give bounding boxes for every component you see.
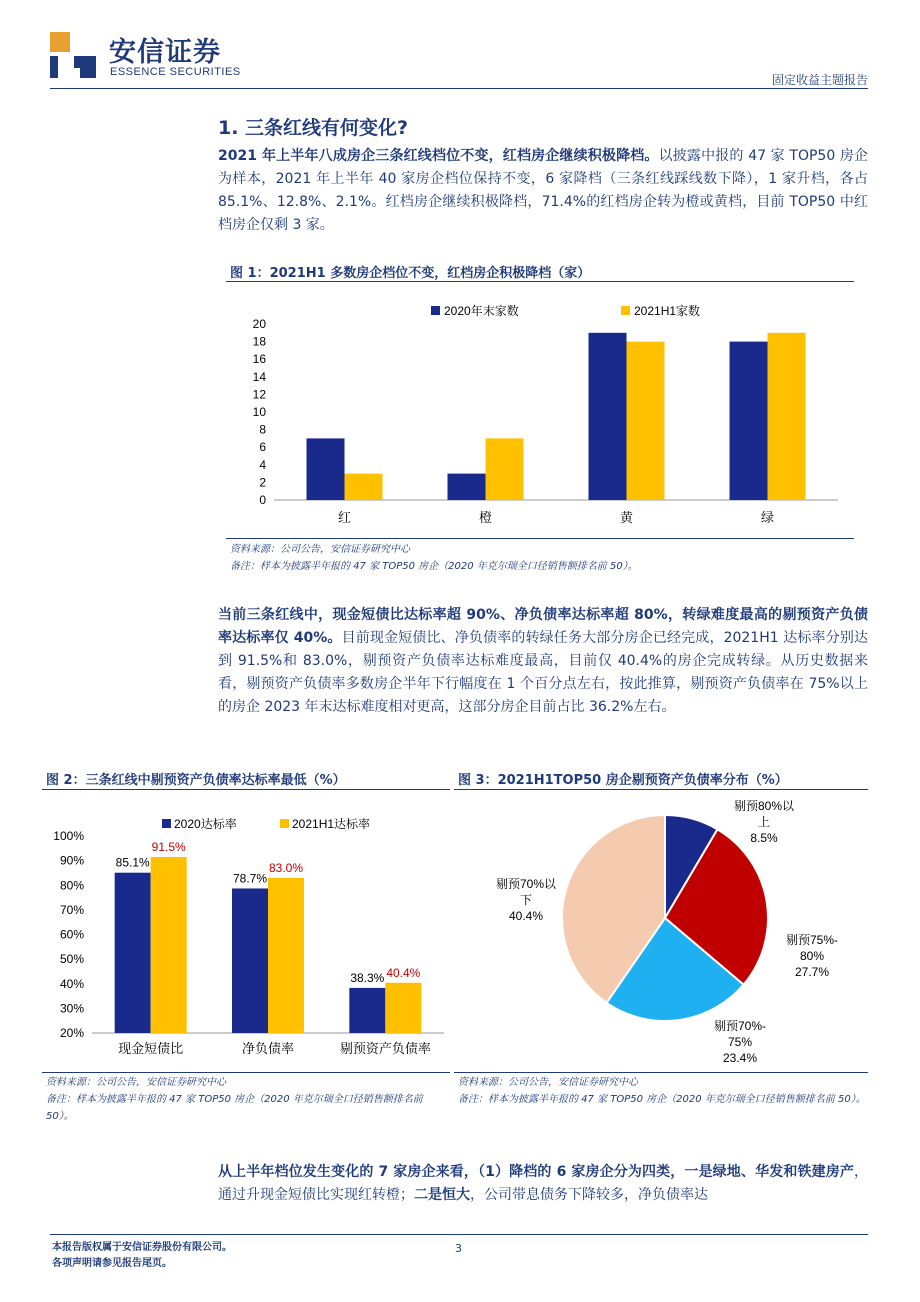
y-tick-label: 70% bbox=[59, 902, 84, 917]
paragraph-3-lead-2: 二是恒大 bbox=[414, 1187, 470, 1203]
figure-1-top-rule bbox=[226, 281, 854, 282]
y-tick-label: 40% bbox=[59, 976, 84, 991]
slice-label: 上 bbox=[757, 815, 771, 829]
bar bbox=[385, 983, 421, 1033]
logo-icon bbox=[50, 32, 96, 78]
y-tick-label: 14 bbox=[252, 369, 266, 384]
y-tick-label: 4 bbox=[259, 457, 266, 472]
legend-swatch bbox=[280, 819, 289, 828]
footer-line-2: 各项声明请参见报告尾页。 bbox=[52, 1258, 172, 1269]
y-tick-label: 30% bbox=[59, 1001, 84, 1016]
legend-label: 2020年末家数 bbox=[444, 304, 519, 318]
figure-3-source: 资料来源：公司公告，安信证券研究中心 bbox=[458, 1077, 638, 1088]
y-tick-label: 16 bbox=[252, 352, 266, 367]
y-tick-label: 60% bbox=[59, 927, 84, 942]
paragraph-3-body-2: ，公司带息债务下降较多，净负债率达 bbox=[470, 1187, 708, 1203]
legend-label: 2021H1家数 bbox=[634, 304, 701, 318]
y-tick-label: 12 bbox=[252, 387, 266, 402]
bar bbox=[627, 342, 665, 500]
x-tick-label: 净负债率 bbox=[241, 1041, 295, 1056]
y-tick-label: 100% bbox=[53, 829, 84, 843]
footer-copyright bbox=[52, 1240, 232, 1272]
y-tick-label: 80% bbox=[59, 878, 84, 893]
figure-2-title: 图 2：三条红线中剔预资产负债率达标率最低（%） bbox=[46, 773, 346, 788]
slice-label: 下 bbox=[519, 893, 533, 907]
y-tick-label: 20 bbox=[252, 317, 266, 331]
header-rule bbox=[50, 88, 868, 89]
figure-1-source: 资料来源：公司公告，安信证券研究中心 bbox=[230, 544, 410, 555]
bar bbox=[268, 878, 304, 1033]
paragraph-1-body: 以披露中报的 47 家 TOP50 房企为样本，2021 年上半年 40 家房企档位保持不变，6 家降档（三条红线踩线数下降），1 家升档，各占 85.1%、12.8%、2.1%。红档房企继续积极降档，71.4%的红档房企转为橙或黄档，目前 TOP50 中红档房企仅剩 3 家。 bbox=[218, 148, 868, 233]
y-tick-label: 6 bbox=[259, 440, 266, 455]
x-tick-label: 剔预资产负债率 bbox=[339, 1041, 431, 1056]
slice-label: 23.4% bbox=[722, 1051, 758, 1065]
report-type: 固定收益主题报告 bbox=[771, 73, 868, 87]
legend-swatch bbox=[621, 306, 630, 315]
x-tick-label: 黄 bbox=[619, 510, 634, 525]
x-tick-label: 现金短债比 bbox=[118, 1041, 184, 1056]
bar bbox=[486, 438, 524, 500]
paragraph-1 bbox=[218, 145, 868, 237]
y-tick-label: 50% bbox=[59, 952, 84, 967]
bar bbox=[307, 438, 345, 500]
y-tick-label: 2 bbox=[259, 475, 266, 490]
y-tick-label: 0 bbox=[259, 493, 266, 507]
figure-2-top-rule bbox=[42, 789, 450, 790]
section-title: 1. 三条红线有何变化? bbox=[218, 117, 409, 139]
figure-3-chart bbox=[454, 790, 868, 1072]
footer-line-1: 本报告版权属于安信证券股份有限公司。 bbox=[52, 1242, 232, 1253]
figure-3-bottom-rule bbox=[454, 1072, 868, 1073]
legend-label: 2021H1达标率 bbox=[292, 817, 371, 831]
slice-label: 剔预70%以 bbox=[495, 877, 557, 891]
bar bbox=[345, 474, 383, 500]
footer-rule bbox=[50, 1234, 868, 1235]
bar bbox=[448, 474, 486, 500]
x-tick-label: 绿 bbox=[760, 510, 775, 525]
legend-swatch bbox=[162, 819, 171, 828]
slice-label: 75% bbox=[727, 1035, 753, 1049]
legend-label: 2020达标率 bbox=[174, 817, 237, 831]
paragraph-3-lead-1: 从上半年档位发生变化的 7 家房企来看，（1）降档的 6 家房企分为四类，一是绿地、华发和铁建房产 bbox=[218, 1164, 854, 1180]
paragraph-2 bbox=[218, 604, 868, 719]
legend-swatch bbox=[431, 306, 440, 315]
figure-3-title: 图 3：2021H1TOP50 房企剔预资产负债率分布（%） bbox=[458, 773, 788, 788]
paragraph-3-body-1: ，通过升现金短债比实现红转橙； bbox=[218, 1164, 868, 1203]
figure-2-chart bbox=[42, 800, 452, 1070]
data-label: 83.0% bbox=[268, 860, 304, 875]
y-tick-label: 18 bbox=[252, 334, 266, 349]
data-label: 40.4% bbox=[386, 965, 421, 980]
data-label: 78.7% bbox=[232, 871, 268, 886]
slice-label: 80% bbox=[799, 949, 825, 963]
bar bbox=[730, 342, 768, 500]
slice-label: 剔预75%- bbox=[785, 933, 839, 947]
slice-label: 剔预70%- bbox=[713, 1019, 767, 1033]
paragraph-1-lead: 2021 年上半年八成房企三条红线档位不变，红档房企继续积极降档。 bbox=[218, 148, 659, 164]
y-tick-label: 90% bbox=[59, 853, 84, 868]
page-number: 3 bbox=[455, 1242, 462, 1255]
bar bbox=[349, 988, 385, 1033]
y-tick-label: 8 bbox=[259, 422, 266, 437]
paragraph-3 bbox=[218, 1161, 868, 1207]
figure-2-bottom-rule bbox=[42, 1072, 450, 1073]
bar bbox=[151, 857, 187, 1033]
logo-cn: 安信证券 bbox=[109, 37, 221, 68]
header bbox=[0, 0, 920, 95]
data-label: 85.1% bbox=[115, 855, 150, 870]
bar bbox=[589, 333, 627, 500]
y-tick-label: 10 bbox=[252, 405, 266, 419]
x-tick-label: 红 bbox=[337, 510, 352, 525]
figure-2-note: 备注：样本为披露半年报的 47 家 TOP50 房企（2020 年克尔瑞全口径销售额排名前 50）。 bbox=[46, 1094, 423, 1122]
slice-label: 40.4% bbox=[508, 909, 544, 923]
data-label: 38.3% bbox=[350, 970, 385, 985]
logo-en: ESSENCE SECURITIES bbox=[110, 66, 241, 78]
figure-1-title: 图 1：2021H1 多数房企档位不变，红档房企积极降档（家） bbox=[230, 266, 591, 281]
bar bbox=[115, 873, 151, 1033]
figure-1-chart bbox=[226, 290, 854, 535]
slice-label: 27.7% bbox=[794, 965, 830, 979]
paragraph-2-body: 目前现金短债比、净负债率的转绿任务大部分房企已经完成，2021H1 达标率分别达到 91.5%和 83.0%，剔预资产负债率达标难度最高，目前仅 40.4%的房企完成转绿。从历史数据来看，剔预资产负债率多数房企半年下行幅度在 1 个百分点左右，按此推算，剔预资产负债率在 75%以上的房企 2023 年末达标难度相对更高，这部分房企目前占比 36.2%左右。 bbox=[218, 630, 868, 715]
figure-1-bottom-rule bbox=[226, 538, 854, 539]
x-tick-label: 橙 bbox=[478, 510, 493, 525]
data-label: 91.5% bbox=[151, 839, 186, 854]
slice-label: 剔预80%以 bbox=[733, 799, 795, 813]
slice-label: 8.5% bbox=[750, 831, 778, 845]
bar bbox=[768, 333, 806, 500]
figure-1-note: 备注：样本为披露半年报的 47 家 TOP50 房企（2020 年克尔瑞全口径销售额排名前 50）。 bbox=[230, 561, 638, 572]
paragraph-2-lead: 当前三条红线中，现金短债比达标率超 90%、净负债率达标率超 80%，转绿难度最高的剔预资产负债率达标率仅 40%。 bbox=[218, 607, 868, 646]
y-tick-label: 20% bbox=[59, 1026, 84, 1040]
figure-2-source: 资料来源：公司公告，安信证券研究中心 bbox=[46, 1077, 226, 1088]
figure-3-note: 备注：样本为披露半年报的 47 家 TOP50 房企（2020 年克尔瑞全口径销售额排名前 50）。 bbox=[458, 1094, 866, 1105]
bar bbox=[232, 888, 268, 1033]
